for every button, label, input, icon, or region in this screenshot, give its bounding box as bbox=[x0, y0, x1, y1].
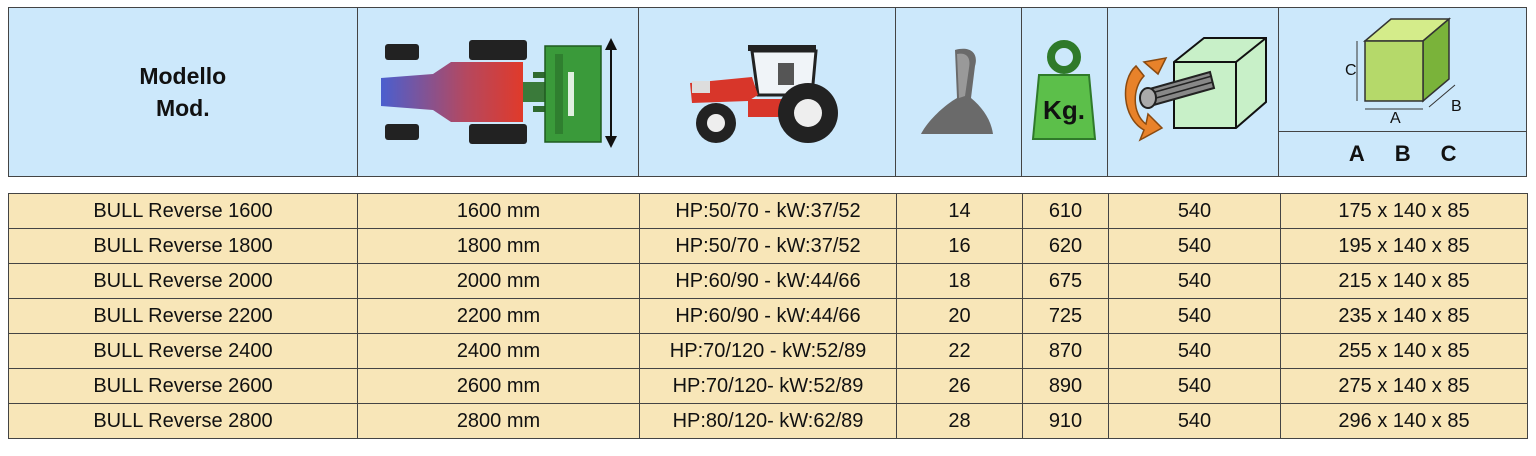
blades-header-cell bbox=[896, 8, 1022, 176]
weight-cell: 610 bbox=[1023, 194, 1109, 229]
weight-cell: 870 bbox=[1023, 334, 1109, 369]
hammer-blade-icon bbox=[913, 42, 1003, 142]
specs-table bbox=[8, 193, 1528, 439]
power-cell: HP:70/120- kW:52/89 bbox=[640, 369, 897, 404]
width-cell: 1600 mm bbox=[358, 194, 640, 229]
dimensions-cell: 215 x 140 x 85 bbox=[1281, 264, 1528, 299]
dimensions-abc-labels bbox=[1279, 132, 1526, 176]
width-cell: 2800 mm bbox=[358, 404, 640, 439]
pto-cell: 540 bbox=[1109, 299, 1281, 334]
power-cell: HP:80/120- kW:62/89 bbox=[640, 404, 897, 439]
box-label-b: B bbox=[1450, 97, 1462, 115]
weight-cell: 725 bbox=[1023, 299, 1109, 334]
box-label-c: C bbox=[1344, 61, 1357, 79]
blades-cell: 20 bbox=[897, 299, 1023, 334]
tractor-icon bbox=[682, 37, 852, 147]
model-title-line1: Modello bbox=[139, 63, 227, 89]
table-row bbox=[9, 264, 1528, 299]
width-cell: 2200 mm bbox=[358, 299, 640, 334]
table-row bbox=[9, 229, 1528, 264]
width-cell: 2400 mm bbox=[358, 334, 640, 369]
model-cell: BULL Reverse 2800 bbox=[9, 404, 358, 439]
weight-cell: 675 bbox=[1023, 264, 1109, 299]
dims-label-a: A bbox=[1348, 141, 1365, 166]
width-cell: 1800 mm bbox=[358, 229, 640, 264]
dims-label-b: B bbox=[1394, 141, 1411, 166]
pto-cell: 540 bbox=[1109, 404, 1281, 439]
pto-header-cell bbox=[1108, 8, 1280, 176]
width-cell: 2600 mm bbox=[358, 369, 640, 404]
model-cell: BULL Reverse 1600 bbox=[9, 194, 358, 229]
dimensions-cell: 195 x 140 x 85 bbox=[1281, 229, 1528, 264]
weight-kg-icon bbox=[1029, 37, 1099, 147]
pto-cell: 540 bbox=[1109, 334, 1281, 369]
power-cell: HP:70/120 - kW:52/89 bbox=[640, 334, 897, 369]
table-row bbox=[9, 299, 1528, 334]
blades-cell: 26 bbox=[897, 369, 1023, 404]
model-title-line2: Mod. bbox=[155, 95, 210, 121]
table-header bbox=[8, 7, 1527, 177]
pto-cell: 540 bbox=[1109, 264, 1281, 299]
power-cell: HP:60/90 - kW:44/66 bbox=[640, 264, 897, 299]
dimensions-cell: 275 x 140 x 85 bbox=[1281, 369, 1528, 404]
box-label-a: A bbox=[1389, 109, 1401, 125]
dimensions-cell: 296 x 140 x 85 bbox=[1281, 404, 1528, 439]
power-cell: HP:60/90 - kW:44/66 bbox=[640, 299, 897, 334]
dimensions-cell: 175 x 140 x 85 bbox=[1281, 194, 1528, 229]
weight-label: Kg. bbox=[1043, 95, 1086, 125]
dimensions-cell: 235 x 140 x 85 bbox=[1281, 299, 1528, 334]
model-header-cell bbox=[9, 8, 358, 176]
weight-cell: 620 bbox=[1023, 229, 1109, 264]
dimensions-header-cell bbox=[1279, 8, 1526, 176]
pto-cell: 540 bbox=[1109, 194, 1281, 229]
blades-cell: 28 bbox=[897, 404, 1023, 439]
model-cell: BULL Reverse 2600 bbox=[9, 369, 358, 404]
power-header-cell bbox=[639, 8, 896, 176]
table-row bbox=[9, 369, 1528, 404]
weight-cell: 910 bbox=[1023, 404, 1109, 439]
pto-cell: 540 bbox=[1109, 229, 1281, 264]
model-cell: BULL Reverse 2200 bbox=[9, 299, 358, 334]
model-cell: BULL Reverse 1800 bbox=[9, 229, 358, 264]
blades-cell: 22 bbox=[897, 334, 1023, 369]
dimensions-icon-area bbox=[1279, 8, 1526, 132]
dimensions-cell: 255 x 140 x 85 bbox=[1281, 334, 1528, 369]
model-cell: BULL Reverse 2400 bbox=[9, 334, 358, 369]
box-dimensions-icon bbox=[1333, 15, 1473, 125]
table-row bbox=[9, 334, 1528, 369]
power-cell: HP:50/70 - kW:37/52 bbox=[640, 229, 897, 264]
tractor-mower-width-icon bbox=[373, 32, 623, 152]
table-row bbox=[9, 194, 1528, 229]
model-cell: BULL Reverse 2000 bbox=[9, 264, 358, 299]
power-cell: HP:50/70 - kW:37/52 bbox=[640, 194, 897, 229]
blades-cell: 18 bbox=[897, 264, 1023, 299]
weight-cell: 890 bbox=[1023, 369, 1109, 404]
width-cell: 2000 mm bbox=[358, 264, 640, 299]
weight-header-cell bbox=[1022, 8, 1108, 176]
blades-cell: 16 bbox=[897, 229, 1023, 264]
pto-cell: 540 bbox=[1109, 369, 1281, 404]
blades-cell: 14 bbox=[897, 194, 1023, 229]
model-column-title bbox=[139, 60, 226, 124]
dims-label-c: C bbox=[1440, 141, 1457, 166]
table-row bbox=[9, 404, 1528, 439]
pto-shaft-icon bbox=[1118, 32, 1268, 152]
width-header-cell bbox=[358, 8, 640, 176]
